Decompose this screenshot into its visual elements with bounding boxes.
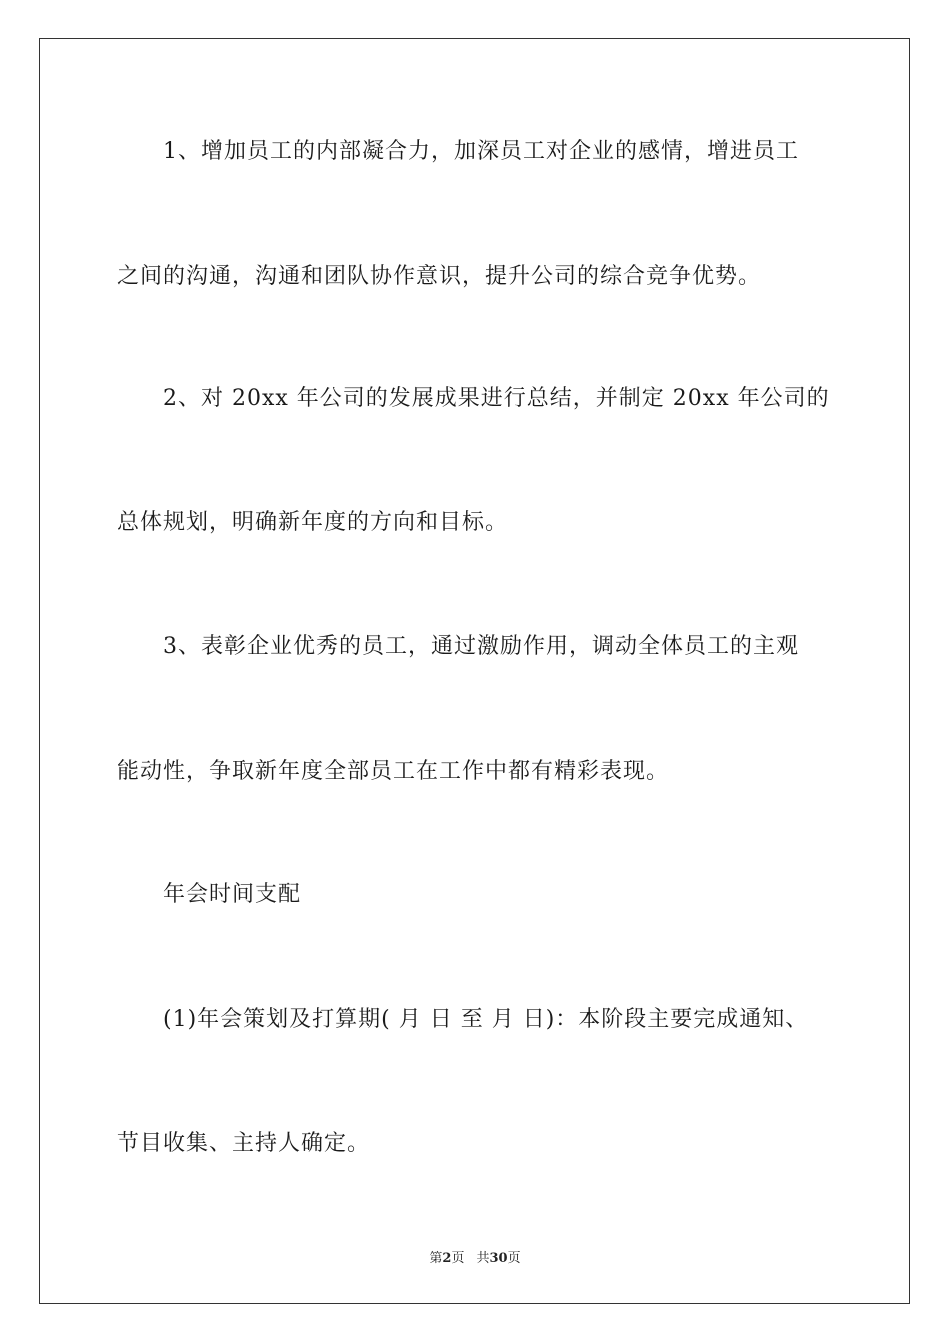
section-heading: 年会时间支配 <box>163 882 302 907</box>
footer-total-pages: 30 <box>489 1251 508 1266</box>
footer-total-prefix: 共 <box>476 1251 490 1266</box>
paragraph-4-line-2: 节目收集、主持人确定。 <box>117 1131 371 1156</box>
paragraph-2-line-2: 总体规划，明确新年度的方向和目标。 <box>117 510 509 535</box>
footer-total-suffix: 页 <box>507 1251 521 1266</box>
paragraph-1-line-2: 之间的沟通，沟通和团队协作意识，提升公司的综合竞争优势。 <box>117 264 762 289</box>
paragraph-2-line-1: 2、对 20xx 年公司的发展成果进行总结，并制定 20xx 年公司的 <box>163 386 830 411</box>
footer-page-prefix: 第 <box>429 1251 443 1266</box>
page-footer <box>0 1247 950 1266</box>
paragraph-3-line-2: 能动性，争取新年度全部员工在工作中都有精彩表现。 <box>117 759 670 784</box>
page-border <box>39 38 910 1304</box>
paragraph-1-line-1: 1、增加员工的内部凝合力，加深员工对企业的感情，增进员工 <box>163 139 799 164</box>
footer-page-suffix: 页 <box>451 1251 465 1266</box>
paragraph-4-line-1: (1)年会策划及打算期( 月 日 至 月 日)：本阶段主要完成通知、 <box>163 1007 809 1032</box>
paragraph-3-line-1: 3、表彰企业优秀的员工，通过激励作用，调动全体员工的主观 <box>163 634 799 659</box>
footer-page-number: 2 <box>442 1251 452 1266</box>
